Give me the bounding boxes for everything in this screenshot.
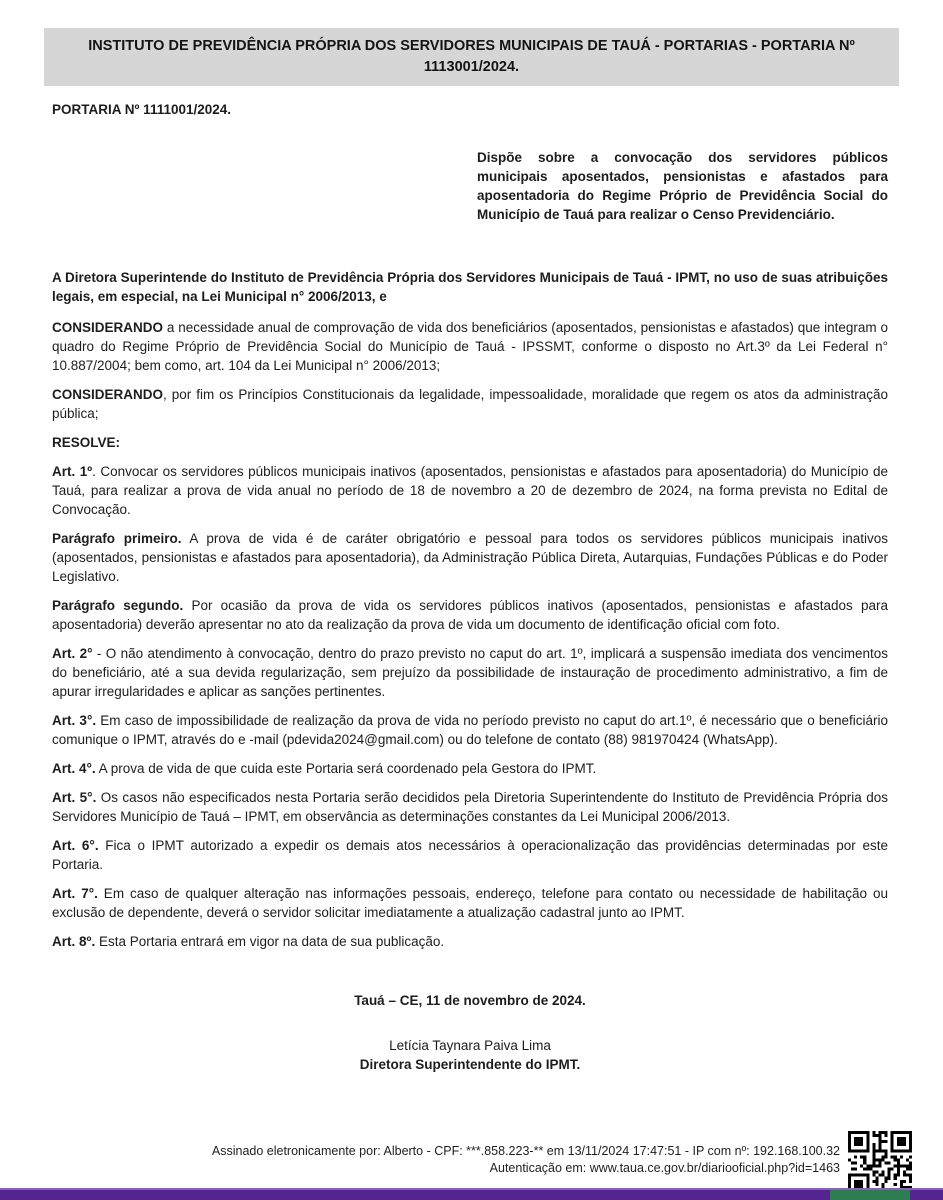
paragraph-text: Em caso de impossibilidade de realização da prova de vida no período previsto no caput do art.1º, é necessário que o beneficiário comunique o IPMT, através do e -mail (pdevida2024@gmail.com) ou do telefone de contato (88) 981970424 (WhatsApp). — [52, 713, 888, 747]
signature-block — [52, 1036, 888, 1074]
paragraph-lead: Parágrafo primeiro. — [52, 531, 182, 546]
paragraph-text: - O não atendimento à convocação, dentro do prazo previsto no caput do art. 1º, implicará a suspensão imediata dos vencimentos do beneficiário, até a sua devida regularização, sem prejuízo da possibilidade de instauração de procedimento administrativo, a fim de apurar irregularidades e aplicar as sanções pertinentes. — [52, 646, 888, 699]
authentication-line: Autenticação em: www.taua.ce.gov.br/diariooficial.php?id=1463 — [489, 1161, 840, 1175]
paragraph-text: . Convocar os servidores públicos municipais inativos (aposentados, pensionistas e afastados para aposentadoria) do Município de Tauá, para realizar a prova de vida anual no período de 18 de novembro a 20 de dezembro de 2024, na forma prevista no Edital de Convocação. — [52, 464, 888, 517]
paragraph-lead: RESOLVE: — [52, 435, 121, 450]
paragraph-art-8 — [52, 932, 888, 951]
paragraph-lead: Parágrafo segundo. — [52, 598, 184, 613]
paragraph-lead: Art. 7°. — [52, 886, 98, 901]
paragraph-lead: Art. 4°. — [52, 761, 96, 776]
paragraph-considerando-2 — [52, 385, 888, 423]
paragraph-art-2 — [52, 644, 888, 701]
dateline: Tauá – CE, 11 de novembro de 2024. — [354, 993, 586, 1008]
paragraph-art-4 — [52, 759, 888, 778]
paragraph-paragrafo-segundo — [52, 596, 888, 634]
paragraph-lead: CONSIDERANDO — [52, 387, 164, 402]
portaria-preamble: A Diretora Superintende do Instituto de Previdência Própria dos Servidores Municipais de Tauá - IPMT, no uso de suas atribuições legais, em especial, na Lei Municipal n° 2006/2013, e — [52, 270, 888, 304]
signature-name: Letícia Taynara Paiva Lima — [389, 1038, 551, 1053]
paragraph-paragrafo-primeiro — [52, 529, 888, 586]
paragraph-text: Em caso de qualquer alteração nas informações pessoais, endereço, telefone para contato ou necessidade de habilitação ou exclusão de dependente, deverá o servidor solicitar imediatamente a atualização cadastral junto ao IPMT. — [52, 886, 888, 920]
paragraph-lead: CONSIDERANDO — [52, 320, 164, 335]
paragraph-considerando-1 — [52, 318, 888, 375]
paragraph-text: A prova de vida de que cuida este Portaria será coordenado pela Gestora do IPMT. — [95, 761, 597, 776]
paragraph-lead: Art. 5°. — [52, 790, 97, 805]
portaria-number: PORTARIA Nº 1111001/2024. — [52, 102, 232, 117]
qr-code — [848, 1131, 912, 1195]
electronic-signature-footer — [150, 1143, 840, 1177]
paragraph-lead: Art. 1º — [52, 464, 93, 479]
paragraph-text: a necessidade anual de comprovação de vida dos beneficiários (aposentados, pensionistas e afastados) que integram o quadro do Regime Próprio de Previdência Social do Município de Tauá - IPSSMT, conforme o disposto no Art.3º da Lei Federal n° 10.887/2004; bem como, art. 104 da Lei Municipal n° 2006/2013; — [52, 320, 888, 373]
bottom-color-bar — [0, 1188, 943, 1200]
paragraph-art-7 — [52, 884, 888, 922]
signed-line: Assinado eletronicamente por: Alberto - CPF: ***.858.223-** em 13/11/2024 17:47:51 - IP com nº: 192.168.100.32 — [211, 1144, 840, 1158]
paragraph-art-5 — [52, 788, 888, 826]
paragraph-lead: Art. 6°. — [52, 838, 99, 853]
paragraph-text: A prova de vida é de caráter obrigatório e pessoal para todos os servidores públicos municipais inativos (aposentados, pensionistas e afastados para aposentadoria), da Administração Pública Direta, Autarquias, Fundações Públicas e do Poder Legislativo. — [52, 531, 888, 584]
paragraph-resolve — [52, 433, 888, 452]
paragraph-lead: Art. 3°. — [52, 713, 97, 728]
paragraph-lead: Art. 2° — [52, 646, 93, 661]
paragraph-art-6 — [52, 836, 888, 874]
paragraph-lead: Art. 8º. — [52, 934, 96, 949]
signature-role: Diretora Superintendente do IPMT. — [359, 1057, 581, 1072]
paragraph-art-3 — [52, 711, 888, 749]
paragraph-art-1 — [52, 462, 888, 519]
paragraph-text: Esta Portaria entrará em vigor na data de sua publicação. — [95, 934, 445, 949]
portaria-summary: Dispõe sobre a convocação dos servidores públicos municipais aposentados, pensionistas e afastados para aposentadoria do Regime Próprio de Previdência Social do Município de Tauá para realizar o Censo Previdenciário. — [477, 150, 888, 222]
paragraph-text: , por fim os Princípios Constitucionais da legalidade, impessoalidade, moralidade que regem os atos da administração pública; — [52, 387, 888, 421]
paragraph-text: Por ocasião da prova de vida os servidores públicos inativos (aposentados, pensionistas e afastados para aposentadoria) deverão apresentar no ato da realização da prova de vida um documento de identificação oficial com foto. — [52, 598, 888, 632]
paragraph-text: Fica o IPMT autorizado a expedir os demais atos necessários à operacionalização das providências determinadas por este Portaria. — [52, 838, 888, 872]
paragraph-text: Os casos não especificados nesta Portaria serão decididos pela Diretoria Superintendente do Instituto de Previdência Própria dos Servidores Município de Tauá – IPMT, em observância as determinações constantes da Lei Municipal 2006/2013. — [52, 790, 888, 824]
document-header-banner: INSTITUTO DE PREVIDÊNCIA PRÓPRIA DOS SERVIDORES MUNICIPAIS DE TAUÁ - PORTARIAS - PORTARIA Nº 1113001/2024. — [44, 28, 899, 86]
